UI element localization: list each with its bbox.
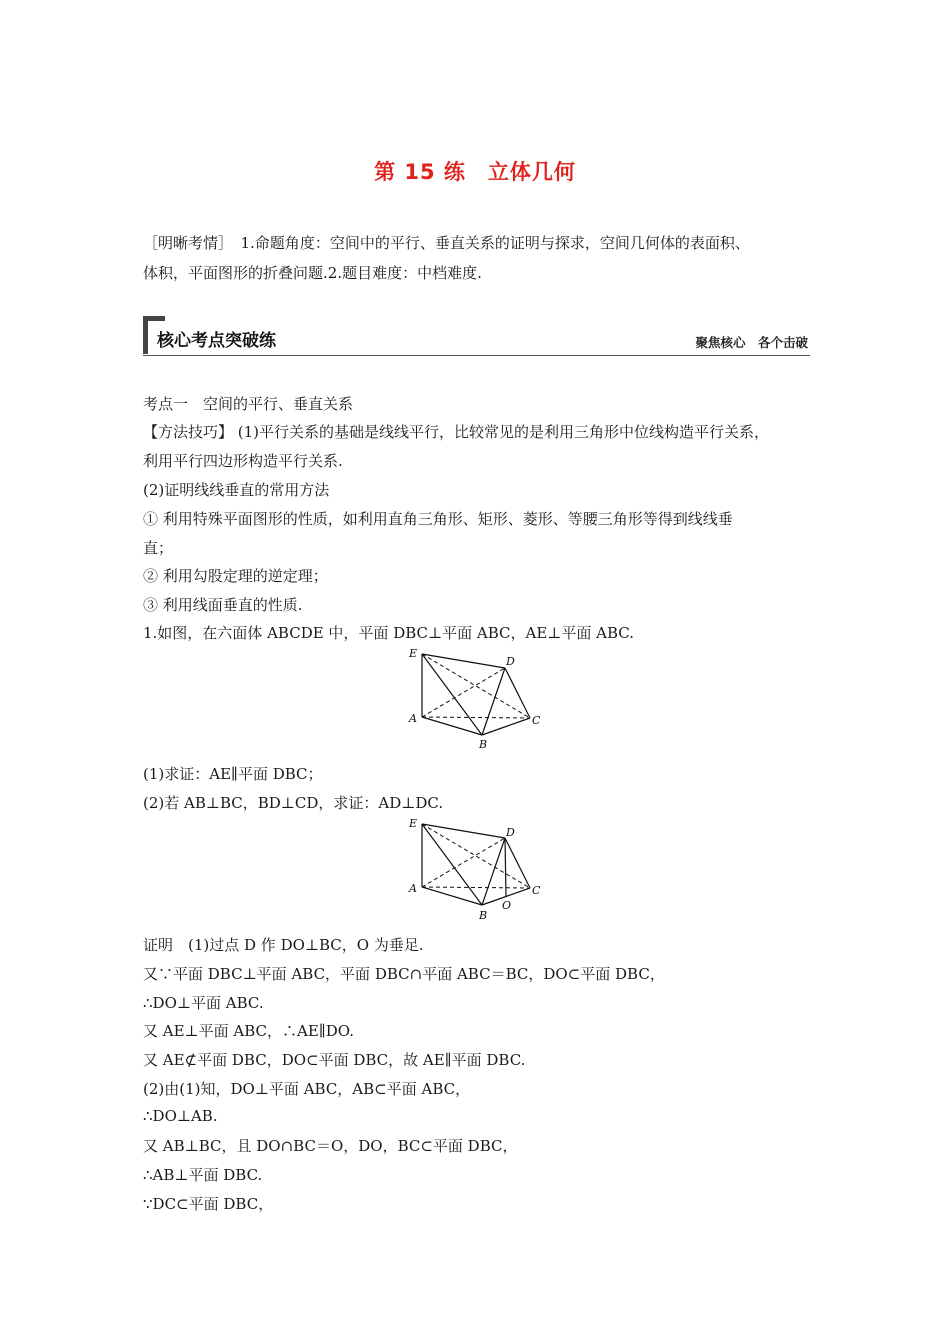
label-a: A xyxy=(409,712,417,725)
proof-line-9: ∴AB⊥平面 DBC. xyxy=(143,1166,263,1184)
edge-ac-hidden xyxy=(422,887,530,888)
method-item-2: (2)证明线线垂直的常用方法 xyxy=(143,481,330,499)
proof-line-2: 又∵平面 DBC⊥平面 ABC，平面 DBC∩平面 ABC＝BC，DO⊂平面 DBC， xyxy=(143,965,665,983)
label-e: E xyxy=(409,647,418,660)
hexahedron-figure-1 xyxy=(400,645,550,750)
section-heading: 考点一 空间的平行、垂直关系 xyxy=(143,395,354,413)
method-item-2b: ② 利用勾股定理的逆定理； xyxy=(143,567,328,585)
question-1: (1)求证：AE∥平面 DBC； xyxy=(143,765,323,783)
method-item-2a-cont: 直； xyxy=(143,539,174,557)
edge-ab xyxy=(422,717,482,735)
page-title: 第 15 练 立体几何 xyxy=(374,160,576,184)
proof-line-1: 证明 (1)过点 D 作 DO⊥BC，O 为垂足. xyxy=(143,936,424,954)
edge-eb xyxy=(422,654,482,735)
label-d: D xyxy=(506,826,515,839)
proof-line-3: ∴DO⊥平面 ABC. xyxy=(143,994,264,1012)
label-c: C xyxy=(532,884,541,897)
edge-do xyxy=(505,838,506,896)
problem-stem: 1.如图，在六面体 ABCDE 中，平面 DBC⊥平面 ABC，AE⊥平面 ABC. xyxy=(143,624,634,642)
banner-underline xyxy=(143,355,810,356)
proof-line-4: 又 AE⊥平面 ABC，∴AE∥DO. xyxy=(143,1022,354,1040)
banner-title: 核心考点突破练 xyxy=(157,331,276,351)
label-d: D xyxy=(506,655,515,668)
banner-bracket-vertical xyxy=(143,316,148,354)
edge-dc xyxy=(505,668,530,718)
proof-line-8: 又 AB⊥BC，且 DO∩BC＝O，DO，BC⊂平面 DBC， xyxy=(143,1137,518,1155)
proof-line-7: ∴DO⊥AB. xyxy=(143,1107,218,1125)
hexahedron-figure-2 xyxy=(400,815,550,923)
question-2: (2)若 AB⊥BC，BD⊥CD，求证：AD⊥DC. xyxy=(143,794,444,812)
label-c: C xyxy=(532,714,541,727)
label-a: A xyxy=(409,882,417,895)
label-o: O xyxy=(502,899,512,912)
banner-bracket-horizontal xyxy=(143,316,165,321)
edge-ab xyxy=(422,887,482,905)
edge-ac-hidden xyxy=(422,717,530,718)
intro-line-1: ［明晰考情］ 1.命题角度：空间中的平行、垂直关系的证明与探求，空间几何体的表面积、 xyxy=(143,234,750,252)
intro-paragraph xyxy=(143,228,815,288)
method-item-1: 【方法技巧】 (1)平行关系的基础是线线平行，比较常见的是利用三角形中位线构造平行关系， xyxy=(143,423,770,441)
label-e: E xyxy=(409,817,418,830)
method-item-2a: ① 利用特殊平面图形的性质，如利用直角三角形、矩形、菱形、等腰三角形等得到线线垂 xyxy=(143,510,733,528)
method-item-2c: ③ 利用线面垂直的性质. xyxy=(143,596,303,614)
method-item-1-cont: 利用平行四边形构造平行关系. xyxy=(143,452,343,470)
proof-line-10: ∵DC⊂平面 DBC， xyxy=(143,1195,274,1213)
edge-eb xyxy=(422,824,482,905)
proof-line-5: 又 AE⊄平面 DBC，DO⊂平面 DBC，故 AE∥平面 DBC. xyxy=(143,1051,526,1069)
label-b: B xyxy=(479,909,488,922)
edge-bc xyxy=(482,718,530,735)
intro-line-2: 体积，平面图形的折叠问题.2.题目难度：中档难度. xyxy=(143,264,482,282)
label-b: B xyxy=(479,738,488,750)
proof-line-6: (2)由(1)知，DO⊥平面 ABC，AB⊂平面 ABC， xyxy=(143,1080,471,1098)
edge-dc xyxy=(505,838,530,888)
section-banner xyxy=(143,316,810,358)
banner-subtitle: 聚焦核心 各个击破 xyxy=(695,335,808,350)
